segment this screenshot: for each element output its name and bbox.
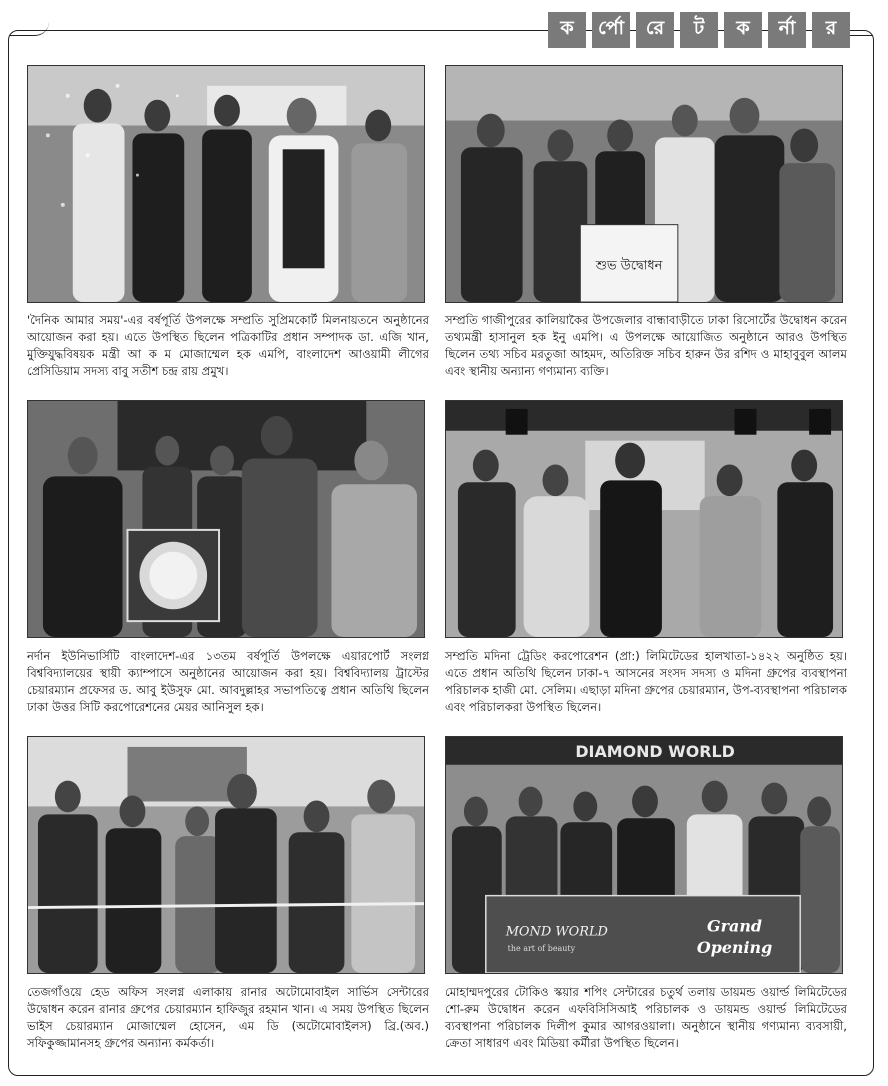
heading-char: রে — [636, 12, 674, 48]
caption-diamond-world-opening: মোহাম্মদপুরের টোকিও স্কয়ার শপিং সেন্টারের চতুর্থ তলায় ডায়মন্ড ওয়ার্ল্ড লিমিটেডের শো-রুম উদ্বোধন করেন এফবিসিসিআই পরিচালক ও ডায়মন্ড ওয়ার্ল্ড লিমিটেডের ব্যবস্থাপনা পরিচালক দিলীপ কুমার আগরওয়ালা। অনুষ্ঠানে স্থানীয় গণ্যমান্য ব্যবসায়ী, ক্রেতা সাধারণ এবং মিডিয়া কর্মীরা উপস্থিত ছিলেন। — [445, 985, 847, 1050]
photo-halkhata-event — [445, 400, 843, 638]
heading-char: ট — [680, 12, 718, 48]
heading-char: র্না — [768, 12, 806, 48]
banner-tagline-text: the art of beauty — [507, 944, 576, 954]
heading-char: র্পো — [592, 12, 630, 48]
banner-brand-text: MOND WORLD — [505, 924, 608, 940]
photo-resort-inauguration — [445, 65, 843, 303]
banner-grand-text: Grand — [707, 916, 763, 936]
heading-char: ক — [548, 12, 586, 48]
banner-opening-text: Opening — [696, 938, 773, 958]
inauguration-sign-text: শুভ উদ্বোধন — [595, 258, 663, 274]
caption-halkhata-event: সম্প্রতি মদিনা ট্রেডিং করপোরেশন (প্রা:) লিমিটেডের হালখাতা-১৪২২ অনুষ্ঠিত হয়। এতে প্রধান অতিথি ছিলেন ঢাকা-৭ আসনের সংসদ সদস্য ও মদিনা গ্রুপের ব্যবস্থাপনা পরিচালক হাজী মো. সেলিম। এছাড়া মদিনা গ্রুপের চেয়ারম্যান, উপ-ব্যবস্থাপনা পরিচালক এবং পরিচালকরা উপস্থিত ছিলেন। — [445, 649, 847, 714]
caption-service-center-opening: তেজগাঁওয়ে হেড অফিস সংলগ্ন এলাকায় রানার অটোমোবাইল সার্ভিস সেন্টারের উদ্বোধন করেন রানার গ্রুপের চেয়ারম্যান হাফিজুর রহমান খান। এ সময় উপস্থিত ছিলেন ভাইস চেয়ারম্যান মোজাম্মেল হোসেন, এম ডি (অটোমোবাইলস) ব্রি.(অব.) সফিকুজ্জামানসহ গ্রুপের অন্যান্য কর্মকর্তা। — [27, 985, 429, 1050]
photo-diamond-world-opening — [445, 736, 843, 974]
frame-corner-left — [9, 21, 49, 36]
caption-anniversary-event: 'দৈনিক আমার সময়'-এর বর্ষপূর্তি উপলক্ষে সম্প্রতি সুপ্রিমকোর্ট মিলনায়তনে অনুষ্ঠানের আয়োজন করা হয়। এতে উপস্থিত ছিলেন পত্রিকাটির প্রধান সম্পাদক ডা. এজি খান, মুক্তিযুদ্ধবিষয়ক মন্ত্রী আ ক ম মোজাম্মেল হক এমপি, বাংলাদেশ আওয়ামী লীগের প্রেসিডিয়াম সদস্য বাবু সতীশ চন্দ্র রায় প্রমুখ। — [27, 313, 429, 378]
section-heading — [548, 12, 850, 48]
photo-service-center-opening — [27, 736, 425, 974]
heading-char: র — [812, 12, 850, 48]
store-sign-text: DIAMOND WORLD — [575, 741, 735, 761]
photo-university-award — [27, 400, 425, 638]
caption-resort-inauguration: সম্প্রতি গাজীপুরের কালিয়াকৈর উপজেলার বান্ধাবাড়ীতে ঢাকা রিসোর্টের উদ্বোধন করেন তথ্যমন্ত্রী হাসানুল হক ইনু এমপি। এ উপলক্ষে আয়োজিত অনুষ্ঠানে আরও উপস্থিত ছিলেন তথ্য সচিব মরতুজা আহমদ, অতিরিক্ত সচিব হারুন উর রশিদ ও মাহাবুবুল আলম এবং স্থানীয় অন্যান্য গণ্যমান্য ব্যক্তি। — [445, 313, 847, 378]
caption-university-anniversary: নর্দান ইউনিভার্সিটি বাংলাদেশ-এর ১৩তম বর্ষপূর্তি উপলক্ষে এয়ারপোর্ট সংলগ্ন বিশ্ববিদ্যালয়ের স্থায়ী ক্যাম্পাসে অনুষ্ঠানের আয়োজন করা হয়। বিশ্ববিদ্যালয় ট্রাস্টের চেয়ারম্যান প্রফেসর ড. আবু ইউসুফ মো. আবদুল্লাহর সভাপতিত্বে প্রধান অতিথি ছিলেন ঢাকা উত্তর সিটি করপোরেশনের মেয়র আনিসুল হক। — [27, 649, 429, 714]
heading-char: ক — [724, 12, 762, 48]
photo-anniversary-event — [27, 65, 425, 303]
